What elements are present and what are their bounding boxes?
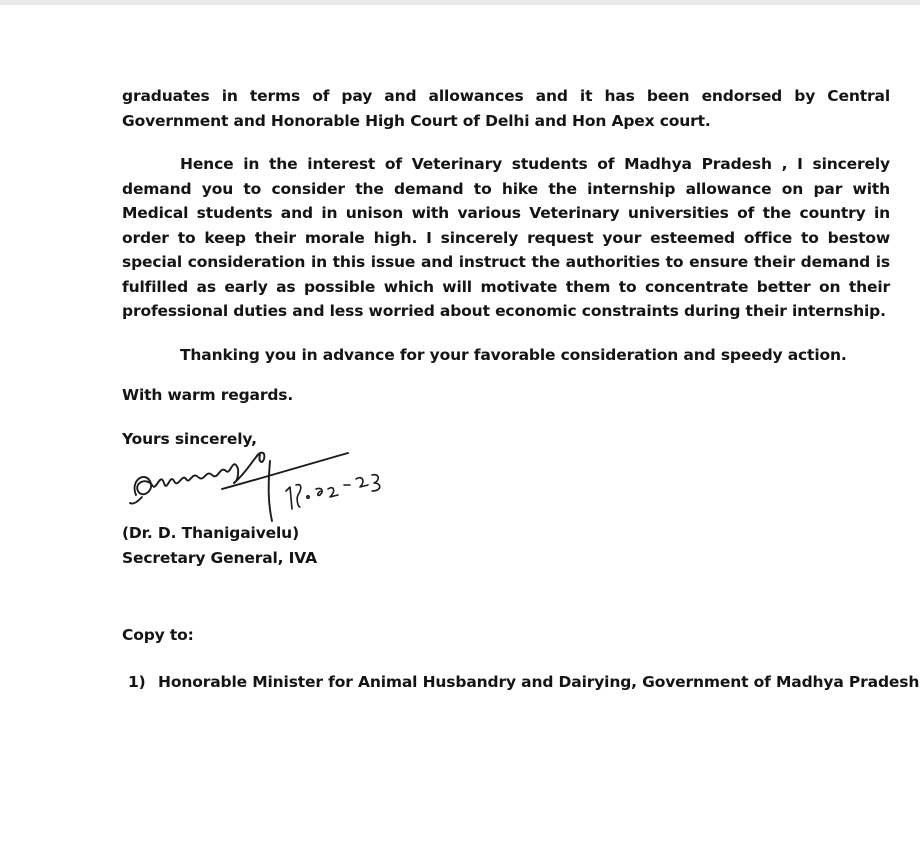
signer-title: Secretary General, IVA — [122, 548, 317, 567]
list-item — [128, 670, 920, 695]
signature-block — [122, 451, 890, 521]
list-item-text: Honorable Minister for Animal Husbandry and Dairying, Government of Madhya Pradesh — [158, 672, 920, 691]
copy-to-heading: Copy to: — [122, 626, 194, 644]
paragraph-pay-allowances: graduates in terms of pay and allowances and it has been endorsed by Central Government and Honorable High Court of Delhi and Hon Apex court. — [122, 87, 890, 130]
list-item-number: 1) — [128, 672, 146, 691]
signer-name: (Dr. D. Thanigaivelu) — [122, 524, 299, 542]
handwritten-signature — [122, 451, 402, 525]
paragraph-thanks: Thanking you in advance for your favorable consideration and speedy action. — [180, 345, 847, 364]
paragraph-demand: Hence in the interest of Veterinary students of Madhya Pradesh , I sincerely demand you to consider the demand to hike the internship allowance on par with Medical students and in unison with various Veterinary universities of the country in order to keep their morale high. I sincerely request your esteemed office to bestow special consideration in this issue and instruct the authorities to ensure their demand is fulfilled as early as possible which will motivate them to concentrate better on their professional duties and less worried about economic constraints during their internship. — [122, 155, 890, 320]
closing-line: With warm regards. — [122, 386, 294, 404]
page-top-edge — [0, 0, 920, 5]
signoff-line: Yours sincerely, — [122, 429, 257, 448]
letter-body — [122, 84, 920, 694]
copy-to-list — [122, 670, 920, 695]
